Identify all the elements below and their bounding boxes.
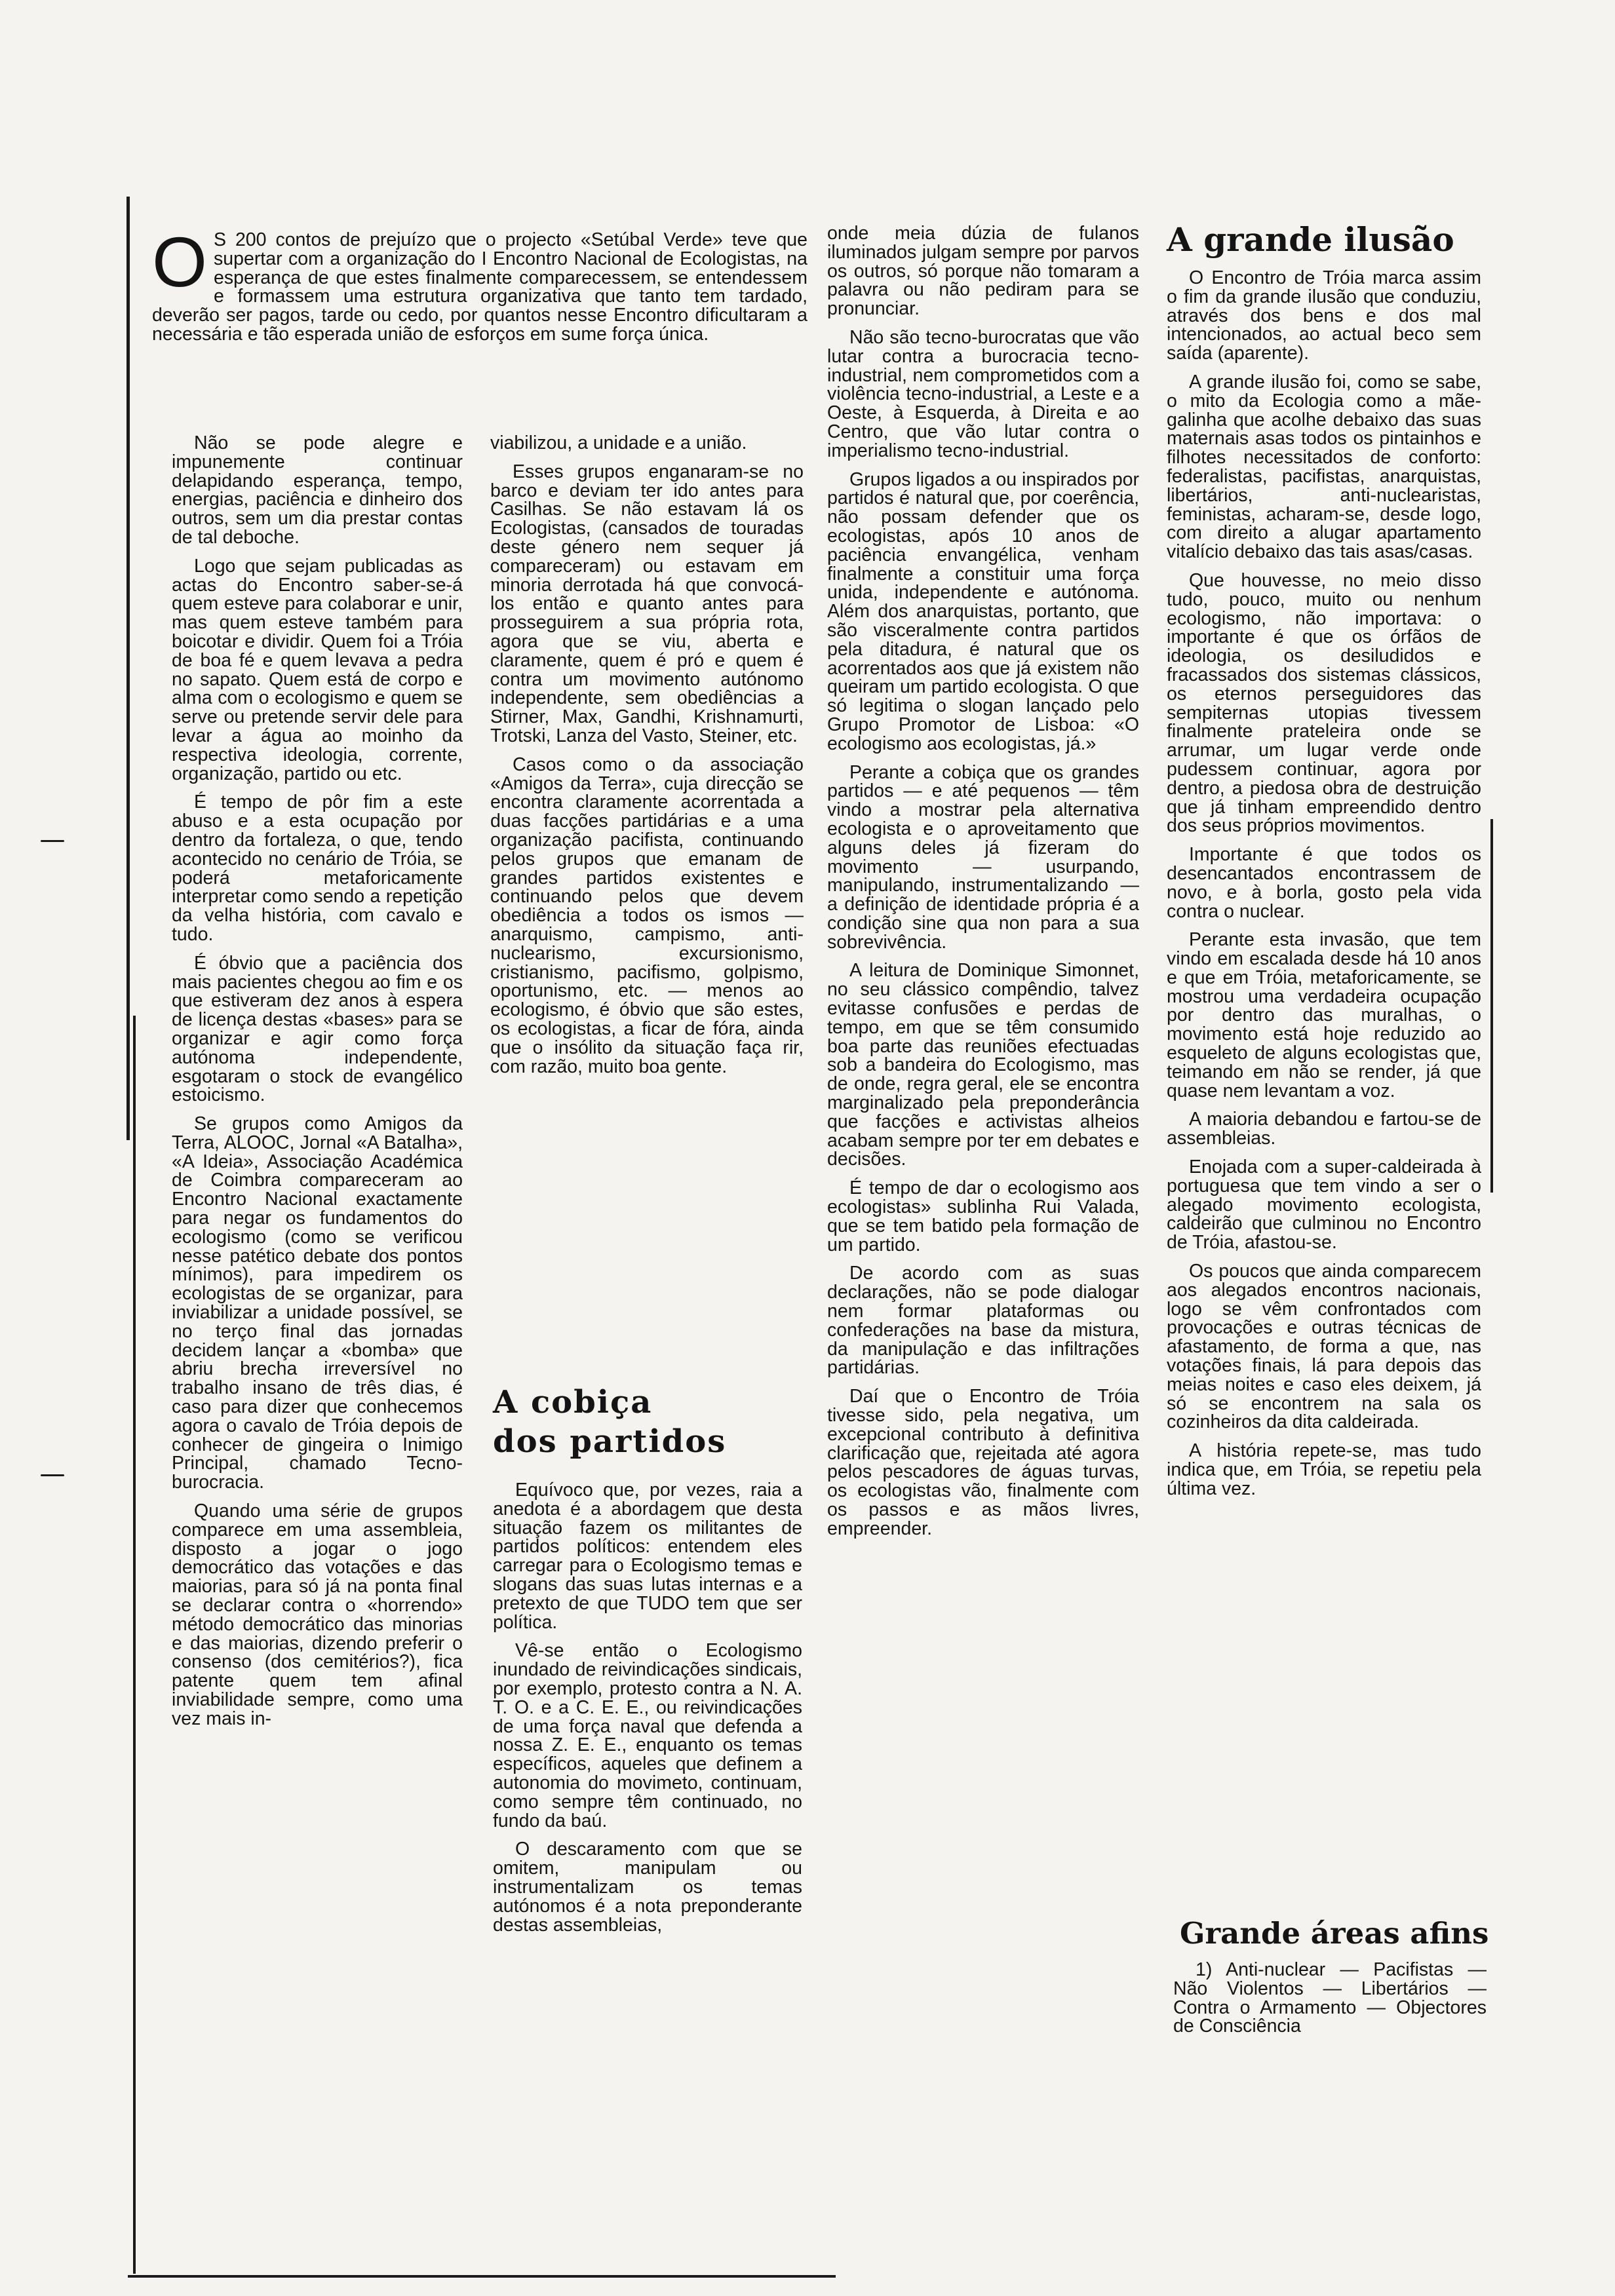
lead-text: S 200 contos de prejuízo que o projecto «Setúbal Verde» teve que supertar com a organização do I Encontro Nacional de Ecologistas, na esperança de que estes finalmente comparecessem, se entendessem e formassem uma estrutura organizativa que tanto tem tardado, deverão ser pagos, tarde ou cedo, por quantos nesse Encontro dificultaram a necessária e tão esperada união de esforços em sume força única. [152,229,808,345]
lead-paragraph [152,222,808,345]
paragraph: Vê-se então o Ecologismo inundado de reivindicações sindicais, por exemplo, protesto contra a N. A. T. O. e a C. E. E., ou reivindicações de uma força naval que defenda a nossa Z. E. E., enquanto os temas específicos, aqueles que definem a autonomia do movimeto, continuam, como sempre têm continuado, no fundo da baú. [493,1640,802,1831]
column-3 [827,224,1139,1548]
paragraph: A história repete-se, mas tudo indica que, em Tróia, se repetiu pela última vez. [1167,1440,1481,1499]
paragraph: Logo que sejam publicadas as actas do Encontro saber-se-á quem esteve para colaborar e unir, mas quem esteve também para boicotar e dividir. Quem foi a Tróia de boa fé e quem levava a pedra no sapato. Quem está de corpo e alma com o ecologismo e quem se serve ou pretende servir dele para levar a água ao moinho da respectiva ideologia, corrente, organização, partido ou etc. [172,555,463,784]
paragraph: viabilizou, a unidade e a união. [490,432,747,453]
section-heading-areas-afins: Grande áreas afins [1180,1916,1489,1951]
paragraph: O descaramento com que se omitem, manipulam ou instrumentalizam os temas autónomos é a nota preponderante destas assembleias, [493,1839,802,1936]
left-border-rule [126,197,130,1140]
paragraph: Enojada com a super-caldeirada à portuguesa que tem vindo a ser o alegado movimento ecologista, caldeirão que culminou no Encontro de Tróia, afastou-se. [1167,1157,1481,1253]
section-heading-grande-ilusao: A grande ilusão [1167,220,1454,259]
paragraph: Não são tecno-burocratas que vão lutar contra a burocracia tecno-industrial, nem comprometidos com a violência tecno-industrial, a Leste e a Oeste, à Esquerda, à Direita e ao Centro, que vão lutar contra o imperialismo tecno-industrial. [827,326,1139,461]
paragraph: É tempo de dar o ecologismo aos ecologistas» sublinha Rui Valada, que se tem batido pela formação de um partido. [827,1177,1139,1255]
column-4-list [1173,1961,1487,2046]
paragraph: A maioria debandou e fartou-se de assembleias. [1167,1109,1481,1149]
heading-line: A cobiça [493,1384,653,1421]
scan-mark [41,840,64,842]
paragraph: Grupos ligados a ou inspirados por partidos é natural que, por coerência, não possam defender que os ecologistas, após 10 anos de paciência envangélica, venham finalmente a constituir uma força unida, independente e autónoma. Além dos anarquistas, portanto, que são visceralmente contra partidos pela ditadura, é natural que os acorrentados aos que já existem não queiram um partido ecologista. O que só legitima o slogan lançado pelo Grupo Promotor de Lisboa: «O ecologismo aos ecologistas, já.» [827,469,1140,754]
column-1 [172,434,463,1738]
paragraph: Se grupos como Amigos da Terra, ALOOC, Jornal «A Batalha», «A Ideia», Associação Académica de Coimbra compareceram ao Encontro Nacional exactamente para negar os fundamentos do ecologismo (como se verificou nesse patético debate dos pontos mínimos), para impedirem os ecologistas de se organizar, para inviabilizar a unidade possível, se no terço final das jornadas decidem lançar a «bomba» que abriu brecha irreversível no trabalho insano de três dias, é caso para dizer que conhecemos agora o cavalo de Tróia depois de conhecer de gingeira o Inimigo Principal, chamado Tecno-burocracia. [172,1113,463,1493]
paragraph: Quando uma série de grupos comparece em uma assembleia, disposto a jogar o jogo democrático das votações e das maiorias, para só já na ponta final se declarar contra o «horrendo» método democrático das minorias e das maiorias, dizendo preferir o consenso (dos cemitérios?), fica patente quem tem afinal inviabilidade sempre, como uma vez mais in- [172,1501,463,1729]
paragraph: Esses grupos enganaram-se no barco e deviam ter ido antes para Casilhas. Se não estavam lá os Ecologistas, (cansados de touradas deste género nem sequer já compareceram) ou estavam em minoria derrotada há que convocá-los então e quanto antes para prosseguirem a sua própria rota, agora que se viu, aberta e claramente, quem é pró e quem é contra um movimento autónomo independente, sem obediências a Stirner, Max, Gandhi, Krishnamurti, Trotski, Lanza del Vasto, Steiner, etc. [490,461,804,746]
right-margin-rule [1490,819,1493,1193]
paragraph: Equívoco que, por vezes, raia a anedota é a abordagem que desta situação fazem os militantes de partidos políticos: entendem eles carregar para o Ecologismo temas e slogans das suas lutas internas e a pretexto de que TUDO tem que ser política. [493,1480,802,1633]
column-2-bottom [493,1481,802,1944]
left-border-rule-lower [133,1016,136,2274]
paragraph: A leitura de Dominique Simonnet, no seu clássico compêndio, talvez evitasse confusões e perdas de tempo, em que se têm consumido boa parte das reuniões efectuadas sob a bandeira do Ecologismo, mas de onde, regra geral, ele se encontra marginalizado pela preponderância que facções e activistas alheios acabam sempre por ter em debates e decisões. [827,960,1139,1170]
paragraph: Perante a cobiça que os grandes partidos — e até pequenos — têm vindo a mostrar pela alternativa ecologista e o aproveitamento que alguns deles já fizeram do movimento — usurpando, manipulando, instrumentalizando — a definição de identidade própria é a condição sine qua non para a sua sobrevivência. [827,761,1139,953]
column-4 [1167,269,1481,1508]
paragraph: Não se pode alegre e impunemente continuar delapidando esperança, tempo, energias, paciência e dinheiro dos outros, sem um dia prestar contas de tal deboche. [172,432,463,548]
paragraph: É óbvio que a paciência dos mais pacientes chegou ao fim e os que estiveram dez anos à espera de licença destas «bases» para se organizar e agir como força autónoma independente, esgotaram o stock de evangélico estoicismo. [172,952,463,1106]
paragraph: 1) Anti-nuclear — Pacifistas — Não Violentos — Libertários — Contra o Armamento — Objectores de Consciência [1173,1959,1487,2037]
bottom-border-rule [128,2275,836,2278]
paragraph: É tempo de pôr fim a este abuso e a esta ocupação por dentro da fortaleza, o que, tendo acontecido no cenário de Tróia, se poderá metaforicamente interpretar como sendo a repetição da velha história, com cavalo e tudo. [172,792,463,945]
paragraph: Que houvesse, no meio disso tudo, pouco, muito ou nenhum ecologismo, não importava: o importante é que os órfãos de ideologia, os desiludidos e fracassados dos sistemas clássicos, os eternos perseguidores das sempiternas utopias tivessem finalmente prateleira onde se arrumar, um lugar verde onde pudessem continuar, agora por dentro, a piedosa obra de destruição que já tinham empreendido dentro dos seus próprios movimentos. [1167,569,1481,837]
paragraph: Daí que o Encontro de Tróia tivesse sido, pela negativa, um excepcional contributo à definitiva clarificação que, rejeitada até agora pelos pescadores de águas turvas, os ecologistas vão, finalmente com os passos e as mãos livres, empreender. [827,1386,1139,1539]
paragraph: Os poucos que ainda comparecem aos alegados encontros nacionais, logo se vêm confrontados com provocações e outras técnicas de afastamento, de forma a que, nas votações finais, lá para depois das meias noites e caso eles deixem, já só se encontrem na sala os cozinheiros da dita caldeirada. [1167,1261,1481,1433]
paragraph: A grande ilusão foi, como se sabe, o mito da Ecologia como a mãe-galinha que acolhe debaixo das suas maternais asas todos os pintainhos e filhotes necessitados de conforto: federalistas, pacifistas, anarquistas, libertários, anti-nuclearistas, feministas, acharam-se, desde logo, com direito a alugar apartamento vitalício debaixo das tais asas/casas. [1167,371,1481,563]
paragraph: Casos como o da associação «Amigos da Terra», cuja direcção se encontra claramente acorrentada a duas facções partidárias e a uma organização pacifista, continuando pelos grupos que emanam de grandes partidos existentes e continuando pelos que devem obediência a todos os ismos — anarquismo, campismo, anti-nuclearismo, excursionismo, cristianismo, pacifismo, golpismo, oportunismo, etc. — menos ao ecologismo, é óbvio que são estes, os ecologistas, a ficar de fóra, ainda que o insólito da situação faça rir, com razão, muito boa gente. [490,754,804,1077]
paragraph: Importante é que todos os desencantados encontrassem de novo, e à borla, gosto pela vida contra o nuclear. [1167,844,1481,922]
drop-cap: O [152,222,208,301]
paragraph: onde meia dúzia de fulanos iluminados julgam sempre por parvos os outros, só porque não tomaram a palavra ou não pediram para se pronunciar. [827,223,1139,320]
paragraph: O Encontro de Tróia marca assim o fim da grande ilusão que conduziu, através dos bens e dos mal intencionados, ao actual beco sem saída (aparente). [1167,267,1481,364]
paragraph: Perante esta invasão, que tem vindo em escalada desde há 10 anos e que em Tróia, metaforicamente, se mostrou uma verdadeira ocupação por dentro das muralhas, o movimento está hoje reduzido ao esqueleto de alguns ecologistas que, teimando em não se render, já que quase nem levantam a voz. [1167,929,1481,1101]
section-heading-cobica [493,1383,726,1461]
column-2-top [490,434,804,1086]
heading-line: dos partidos [493,1423,727,1460]
scan-mark [41,1474,64,1476]
paragraph: De acordo com as suas declarações, não se pode dialogar nem formar plataformas ou confederações na base da mistura, da manipulação e das infiltrações partidárias. [827,1263,1139,1379]
